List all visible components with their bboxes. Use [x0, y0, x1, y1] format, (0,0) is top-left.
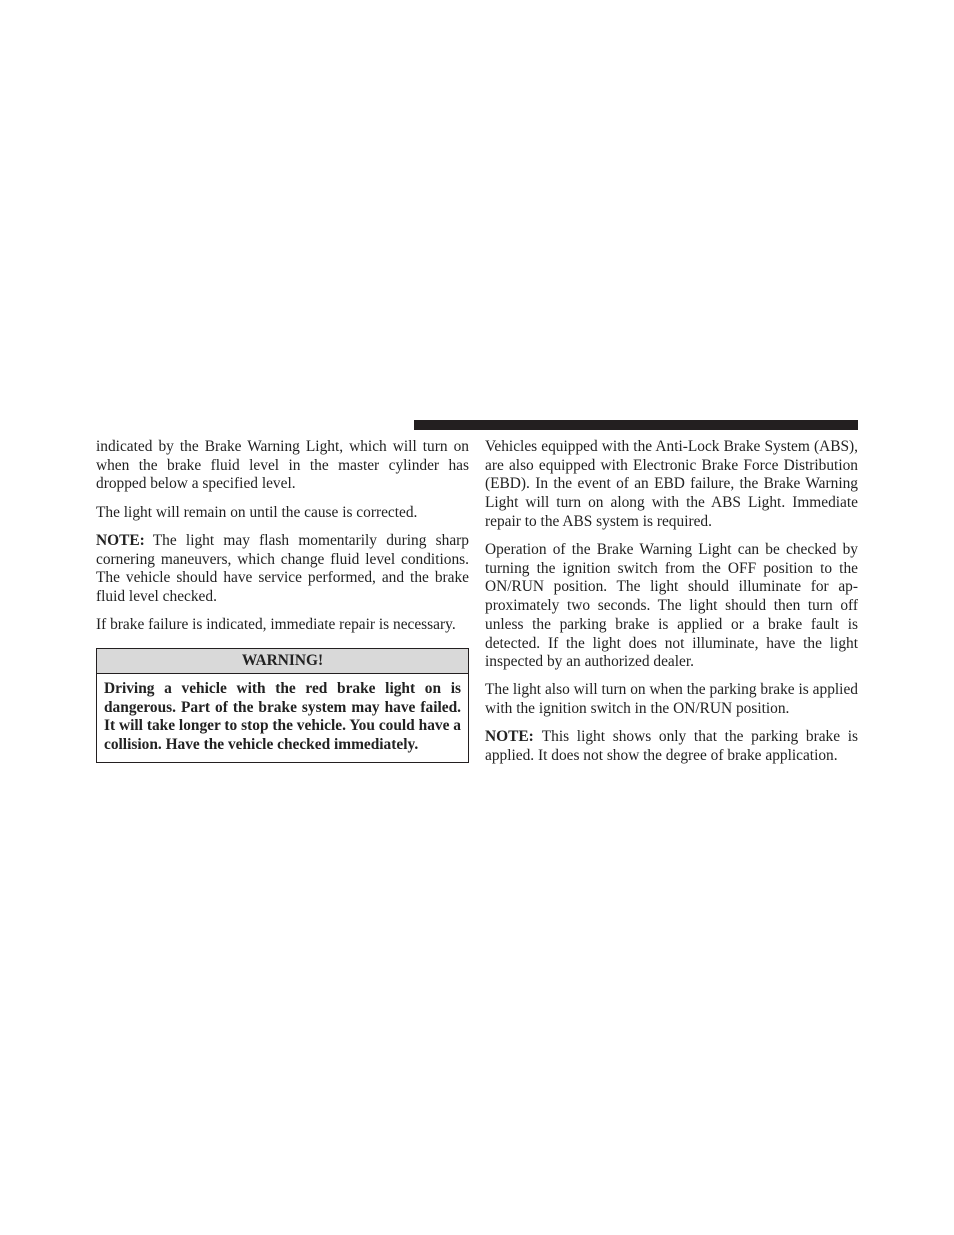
note-text: The light may flash momentarily during sharp cornering maneuvers, which change fluid level conditions. The vehicle should have service performed, and the brake fluid level checked. [96, 531, 469, 605]
section-header-bar [414, 420, 858, 430]
right-column [485, 438, 858, 775]
paragraph-brake-failure: If brake failure is indicated, immediate repair is necessary. [96, 616, 456, 634]
note-label: NOTE: [96, 531, 145, 549]
paragraph-abs-ebd: Vehicles equipped with the Anti-Lock Brake System (ABS), are also equipped with Electronic Brake Force Distribution (EBD). In the event of an EBD failure, the Brake Warning Light will turn on along with the ABS Light. Immediate repair to the ABS system is required. [485, 438, 858, 530]
warning-box [96, 648, 469, 763]
warning-text: Driving a vehicle with the red brake light on is dangerous. Part of the brake system may have failed. It will take longer to stop the vehicle. You could have a collision. Have the vehicle checked immediately. [104, 679, 461, 753]
paragraph-light-check: Operation of the Brake Warning Light can be checked by turning the ignition switch from the OFF position to the ON/RUN position. The light should illuminate for approximately two seconds. The light should then turn off unless the parking brake is applied or a brake fault is detected. If the light does not illuminate, have the light inspected by an authorized dealer. [485, 541, 858, 671]
note-flash-momentarily [96, 532, 469, 607]
left-column [96, 438, 469, 763]
paragraph-parking-brake: The light also will turn on when the parking brake is applied with the ignition switch in the ON/RUN position. [485, 681, 858, 718]
warning-title: WARNING! [97, 649, 468, 674]
note-parking-brake [485, 728, 858, 765]
note-text: This light shows only that the parking brake is applied. It does not show the degree of brake application. [485, 728, 858, 765]
note-label: NOTE: [485, 728, 534, 746]
paragraph-brake-fluid: indicated by the Brake Warning Light, which will turn on when the brake fluid level in the master cylinder has dropped below a specified level. [96, 438, 469, 493]
paragraph-light-remains-on: The light will remain on until the cause is corrected. [96, 503, 418, 521]
